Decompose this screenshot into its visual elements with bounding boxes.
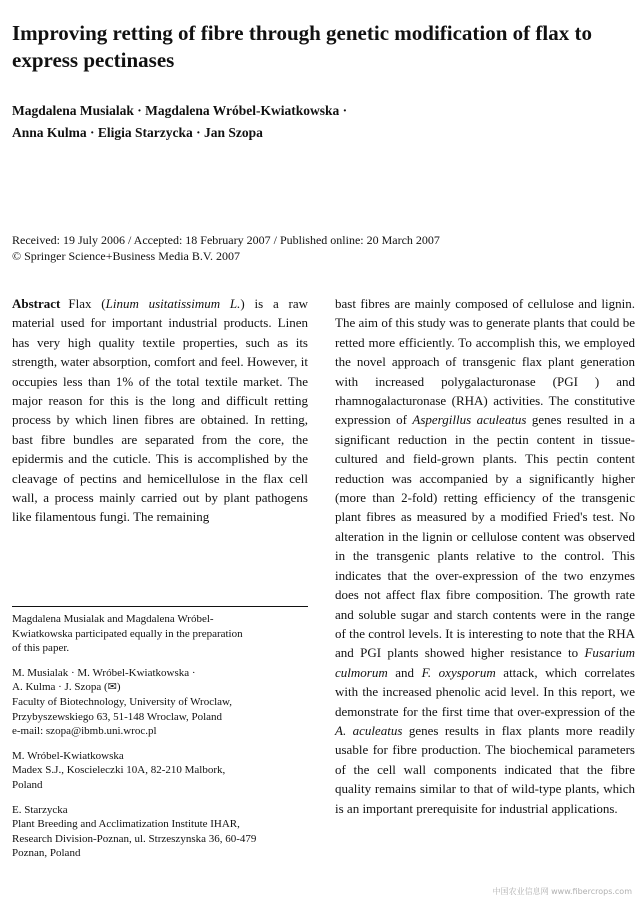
footnote-line: Madex S.J., Koscieleczki 10A, 82-210 Malbork, [12, 764, 226, 777]
footnote-line: Faculty of Biotechnology, University of Wroclaw, [12, 695, 233, 708]
footnote-line: Poznan, Poland [12, 847, 81, 860]
footnote-block [12, 612, 308, 656]
abstract-text: genes resulted in a significant reduction in the pectin content in tissue-cultured and field-grown plants. This pectin content reduction was accompanied by a significantly higher (more than 2-fold) retting efficiency of the transgenic plant fibres as measured by a modified Fried's test. No alteration in the lignin or cellulose content was observed in the transgenic plants relative to the control. This indicates that the over-expression of the two enzymes does not affect flax fibre composition. The growth rate and soluble sugar and starch contents were in the range of the control levels. It is interesting to note that the RHA and PGI plants showed higher resistance to [335, 412, 635, 661]
copyright-notice: © Springer Science+Business Media B.V. 2007 [12, 249, 240, 263]
footnote-block [12, 803, 308, 861]
footnote-line: Plant Breeding and Acclimatization Institute IHAR, [12, 818, 240, 831]
paper-title: Improving retting of fibre through genetic modification of flax to express pectinases [12, 21, 592, 72]
abstract-text: attack, which correlates with the increased phenolic acid level. In this report, we demonstrate for the first time that over-expression of the [335, 664, 635, 719]
author-line: Magdalena Musialak · Magdalena Wróbel-Kwiatkowska · [12, 103, 348, 118]
abstract-label: Abstract [12, 296, 61, 311]
abstract-text: and [387, 664, 422, 680]
footnote-line: E. Starzycka [12, 803, 68, 816]
footnote-divider [12, 606, 308, 607]
species-name: Linum usitatissimum L. [105, 296, 241, 311]
abstract-text: bast fibres are mainly composed of cellulose and lignin. The aim of this study was to generate plants that could be retted more efficiently. To accomplish this, we employed the novel approach of transgenic flax plant generation with increased polygalacturonase (PGI ) and rhamnogalacturonase (RHA) activities. The constitutive expression of [335, 296, 635, 428]
species-name: F. oxysporum [421, 664, 496, 680]
footnote-block [12, 666, 308, 739]
footnote-line: M. Wróbel-Kwiatkowska [12, 749, 124, 762]
footnote-line: M. Musialak · M. Wróbel-Kwiatkowska · [12, 666, 196, 679]
footnote-line: Magdalena Musialak and Magdalena Wróbel- [12, 613, 214, 625]
footnote-line: A. Kulma · J. Szopa (✉) [12, 681, 121, 694]
site-watermark: 中国农业信息网 www.fibercrops.com [492, 887, 632, 896]
footnote-line: Przybyszewskiego 63, 51-148 Wroclaw, Poland [12, 710, 223, 723]
abstract-text: genes results in flax plants more readily usable for fibre production. The biochemical parameters of the cell wall components indicated that the fibre quality remains similar to that of wild-type plants, which is an important prerequisite for industrial applications. [335, 722, 635, 816]
publication-info [12, 232, 622, 264]
footnote-line: of this paper. [12, 642, 70, 655]
footnote-block [12, 749, 308, 793]
publication-dates: Received: 19 July 2006 / Accepted: 18 February 2007 / Published online: 20 March 2007 [12, 233, 440, 247]
abstract-text-right [335, 294, 635, 818]
footnote-line: Research Division-Poznan, ul. Strzeszynska 36, 60-479 [12, 832, 257, 845]
abstract-left-column [12, 294, 308, 527]
author-line: Anna Kulma · Eligia Starzycka · Jan Szopa [12, 125, 263, 140]
abstract-text: Flax ( [68, 296, 106, 311]
footnote-line: e-mail: szopa@ibmb.uni.wroc.pl [12, 725, 157, 738]
species-name: Fusarium culmorum [335, 645, 635, 680]
species-name: Aspergillus aculeatus [412, 412, 527, 428]
footnote-line: Poland [12, 778, 43, 791]
footnote-line: Kwiatkowska participated equally in the preparation [12, 627, 243, 640]
abstract-text: ) is a raw material used for important industrial products. Linen has very high quality textile properties, such as its strength, water absorption, comfort and feel. However, it occupies less than 1% of the total textile market. The major reason for this is the long and difficult retting process by which linen fibres are obtained. In retting, bast fibre bundles are separated from the core, the epidermis and the cuticle. This is accomplished by the cleavage of pectins and hemicellulose in the flax cell wall, a process mainly carried out by plant pathogens like filamentous fungi. The remaining [12, 296, 308, 525]
author-list [12, 100, 612, 144]
species-name: A. aculeatus [335, 722, 403, 738]
footnotes [12, 612, 308, 871]
abstract-text-left [12, 294, 308, 527]
abstract-right-column [335, 294, 635, 818]
